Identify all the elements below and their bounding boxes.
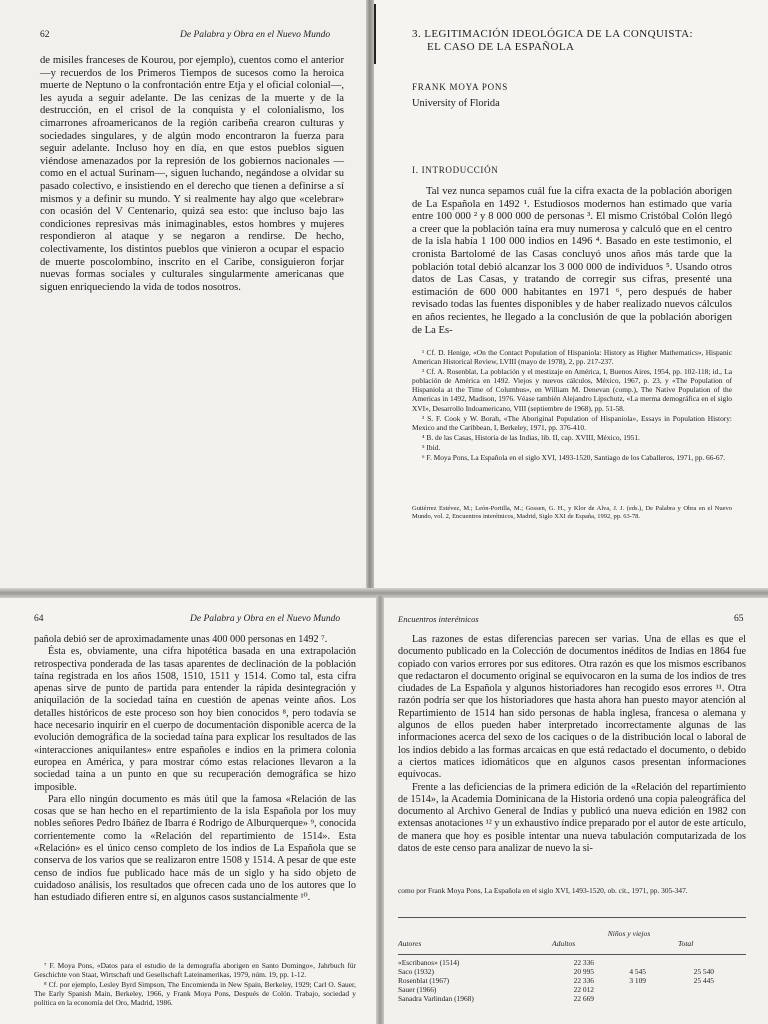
- table-row: [396, 958, 716, 967]
- population-table: [396, 958, 716, 1003]
- paragraph: pañola debió ser de aproximadamente unas 400 000 personas en 1492 ⁷.: [34, 634, 328, 645]
- table-header-total: Total: [678, 939, 694, 948]
- author-affiliation: University of Florida: [412, 98, 500, 109]
- table-cell-children: 4 545: [629, 967, 646, 976]
- table-header-adults: Adultos: [552, 939, 576, 948]
- paragraph: Para ello ningún documento es más útil que la famosa «Relación de las cosas que se han hecho en el repartimiento de la isla Española por los muy nobles señores Pedro Ibáñez de Ibarra é Rodrigo de Alburquerque» ⁹, conocida corrientemente como la «Relación del repartimiento de 1514». Esta «Relación» es el único censo completo de los indios de La Española que se conserva de los varios que se realizaron entre 1508 y 1514. A pesar de que este censo de indios fue publicado hace más de un siglo y ha sido objeto de cuidadoso análisis, los resultados que ofrecen cada uno de los autores que lo han estudiado difieren entre sí, en algunos casos sustancialmente ¹⁰.: [34, 793, 356, 904]
- body-text: [40, 55, 344, 294]
- footnotes: [412, 348, 732, 463]
- table-header-children-elderly: Niños y viejos: [607, 929, 651, 938]
- footnote: ⁵ Ibid.: [422, 442, 441, 452]
- table-cell-adults: 22 336: [573, 976, 594, 985]
- table-cell-adults: 22 336: [573, 958, 594, 967]
- table-cell-author: «Escribanos» (1514): [398, 958, 460, 967]
- table-cell-children: 3 109: [629, 976, 646, 985]
- page-number: 65: [734, 614, 744, 624]
- table-cell-author: Sanadra Varlindan (1968): [398, 994, 474, 1003]
- body-text: [398, 634, 746, 855]
- footnote: ¹ Cf. D. Henige, «On the Contact Population of Hispaniola: History as Higher Mathematics», Hispanic American Historical Review, LVIII (mayo de 1978), 2, pp. 217-237.: [412, 348, 732, 367]
- chapter-title-continued: EL CASO DE LA ESPAÑOLA: [427, 41, 575, 53]
- paragraph: Ésta es, obviamente, una cifra hipotética basada en una extrapolación retrospectiva ponderada de las tasas aparentes de declinación de la población taína registrada en los años 1508, 1510, 1511 y 1514. Como tal, esta cifra apenas sirve de punto de partida para entender la rápida desintegración y aniquilación de la sociedad taína en cuestión de apenas veinte años. Los detalles históricos de este proceso son hoy bien conocidos ⁸, pero todavía se hace necesario inquirir en el cuerpo de documentación disponible acerca de la evolución demográfica de la sociedad taína para explicar los resultados de las «interacciones aniquilantes» entre españoles e indios en la primera colonia europea en América, y para mostrar cómo estas relaciones llevaron a la sociedad taína a un punto en que su recuperación demográfica se hizo imposible.: [34, 646, 356, 793]
- table-cell-total: [648, 985, 716, 994]
- footnote-continuation: como por Frank Moya Pons, La Española en el siglo XVI, 1493-1520, ob. cit., 1971, pp. 305-347.: [398, 886, 688, 895]
- table-cell-children: [596, 985, 648, 994]
- table-cell-adults: 22 669: [573, 994, 594, 1003]
- table-header-rule: [398, 954, 746, 955]
- table-cell-children: [596, 994, 648, 1003]
- page-62: [0, 0, 368, 590]
- table-cell-total: [648, 994, 716, 1003]
- book-gutter-top: [366, 0, 374, 590]
- table-header-authors: Autores: [398, 939, 422, 948]
- table-cell-children: [596, 958, 648, 967]
- table-cell-author: Saco (1932): [398, 967, 434, 976]
- running-head: De Palabra y Obra en el Nuevo Mundo: [180, 30, 331, 40]
- running-head: Encuentros interétnicos: [398, 614, 479, 624]
- body-text: [34, 634, 356, 905]
- page-64: [0, 596, 378, 1024]
- running-head: De Palabra y Obra en el Nuevo Mundo: [190, 614, 341, 624]
- page-63: [372, 0, 768, 590]
- footnotes: [34, 961, 356, 1008]
- table-row: [396, 994, 716, 1003]
- paragraph: Frente a las deficiencias de la primera edición de la «Relación del repartimiento de 1514», la Academia Dominicana de la Historia ordenó una copia paleográfica del documento al Archivo General de Indias y publicó una nueva edición en 1982 con extensas anotaciones ¹² y un exhaustivo índice preparado por el autor de este artículo, de manera que hoy es posible intentar una nueva tabulación computarizada de los datos de este censo para analizar de nuevo la si-: [398, 781, 746, 855]
- paragraph: de misiles franceses de Kourou, por ejemplo), cuentos como el anterior —y recuerdos de los Primeros Tiempos de sucesos como la heroica muerte de Neptuno o la confrontación entre Etja y el oficial colonial—, les ayuda a seguir adelante. De las cenizas de la muerte y de la destrucción, en el crisol de la conquista y el colonialismo, los cimarrones afroamericanos de la región caribeña crearon culturas y sociedades singulares, y de algún modo encontraron la fuerza para seguir adelante. Incluso hoy en día, en que estos pueblos siguen viéndose amenazados por la represión de los gobiernos nacionales —como en el actual Surinam—, siguen luchando, negándose a olvidar su pasado colectivo, e insistiendo en el derecho que tienen a definirse a sí mismos y a definir su mundo. Y si realmente hay algo que «celebrar» con ocasión del V Centenario, quizá sea esto: que incluso bajo las condiciones represivas más inimaginables, estos hombres y mujeres respondieron al ataque y se negaron a rendirse. De hecho, colectivamente, los distintos pueblos que vinieron a ocupar el espacio de muerte poscolombino, inscrito en el Caribe, consiguieron forjar nuevas formas sociales y culturales singularmente americanas que siguen enriqueciendo la vida de todos nosotros.: [40, 55, 344, 293]
- table-cell-adults: 20 995: [573, 967, 594, 976]
- footnote: ⁴ B. de las Casas, Historia de las Indias, lib. II, cap. XVIII, México, 1951.: [422, 432, 640, 442]
- footnote: ⁷ F. Moya Pons, «Datos para el estudio de la demografía aborigen en Santo Domingo», Jahrbuch für Geschichte von Staat, Wirtschaft und Gesellschaft Lateinamerikas, 1979, núm. 19, pp. 1-12.: [34, 961, 356, 980]
- table-cell-total: 25 540: [693, 967, 714, 976]
- table-cell-total: 25 445: [693, 976, 714, 985]
- footnote: ⁸ Cf. por ejemplo, Lesley Byrd Simpson, The Encomienda in New Spain, Berkeley, 1929; Carl O. Sauer, The Early Spanish Main, Berkeley, 1966, y Frank Moya Pons, Después de Colón. Trabajo, sociedad y política en la economía del Oro, Madrid, 1986.: [34, 980, 356, 1008]
- table-top-rule: [398, 917, 746, 918]
- body-text: [412, 186, 732, 337]
- footnote: ⁶ F. Moya Pons, La Española en el siglo XVI, 1493-1520, Santiago de los Caballeros, 1971, pp. 66-67.: [422, 453, 726, 463]
- table-row: [396, 985, 716, 994]
- table-row: [396, 976, 716, 985]
- table-cell-author: Sauer (1966): [398, 985, 437, 994]
- footnote: ³ S. F. Cook y W. Borah, «The Aboriginal Population of Hispaniola», Essays in Population History: Mexico and the Caribbean, I, Berkeley, 1971, pp. 376-410.: [412, 413, 732, 432]
- table-cell-adults: 22 012: [573, 985, 594, 994]
- footnote: ² Cf. A. Rosenblat, La población y el mestizaje en América, I, Buenos Aires, 1954, pp. 102-118; id., La población de América en 1492. Viejos y nuevos cálculos, México, 1967, p. 23, y «The Population of Hispaniola at the Time of Columbus», en William M. Denevan (comp.), The Native Population of the Americas in 1492, Madison, 1976. Véase también Alejandro Lipschutz, «La merma demográfica en el siglo XVI», Desarrollo Indoamericano, VIII (septiembre de 1968), pp. 51-58.: [412, 367, 732, 413]
- section-heading: I. INTRODUCCIÓN: [412, 165, 499, 175]
- paragraph: Las razones de estas diferencias parecen ser varias. Una de ellas es que el documento publicado en la Colección de documentos inéditos de Indias en 1864 fue copiado con varios errores por sus editores. Otra razón es que los mismos escribanos que redactaron el documento original se equivocaron en la suma de los indios de tres ciudades de La Española y algunos historiadores han recogido esos errores ¹¹. Otra razón podría ser que los historiadores que hasta ahora han puesto mayor atención al Repartimiento de 1514 han sido personas de habla inglesa, francesa o alemana y algunos de ellos pueden haber interpretado incorrectamente algunas de las informaciones acerca del sexo de los caciques o de la distribución local o laboral de los indios debido a las formas arcaicas en que está redactado el documento, o debido a ciertos matices idiomáticos que en algunos casos presentan informaciones equívocas.: [398, 634, 746, 781]
- table-cell-total: [648, 958, 716, 967]
- scan-seam: [0, 588, 768, 598]
- source-citation: Gutiérrez Estévez, M.; León-Portilla, M.; Gossen, G. H., y Klor de Alva, J. J. (eds.), De Palabra y Obra en el Nuevo Mundo, vol. 2, Encuentros interétnicos, Madrid, Siglo XXI de España, 1992, pp. 63-78.: [412, 505, 732, 521]
- table-cell-author: Rosenblat (1967): [398, 976, 450, 985]
- book-gutter-bottom: [376, 596, 384, 1024]
- paragraph: Tal vez nunca sepamos cuál fue la cifra exacta de la población aborigen de La Española en 1492 ¹. Estudiosos modernos han estimado que varía entre 100 000 ² y 8 000 000 de personas ³. El mismo Cristóbal Colón llegó a creer que la población taína era muy numerosa y calculó que en el centro de la isla había 1 100 000 indios en 1496 ⁴. Basado en este testimonio, el cronista Bartolomé de las Casas concluyó unos años más tarde que la población total debió alcanzar los 3 000 000 de individuos ⁵. Usando otros datos de Las Casas, y tratando de corregir sus cifras, presenté una estimación de 600 000 habitantes en 1971 ⁶, pero después de haber revisado todas las fuentes disponibles y de haber realizado nuevos cálculos en años recientes, he llegado a la conclusión de que la población aborigen de La Es-: [412, 186, 732, 336]
- page-number: 62: [40, 30, 50, 40]
- page-65: [382, 596, 768, 1024]
- author-name: FRANK MOYA PONS: [412, 82, 509, 92]
- page-number: 64: [34, 614, 44, 624]
- binding-mark: [374, 4, 376, 64]
- table-row: [396, 967, 716, 976]
- chapter-title: 3. LEGITIMACIÓN IDEOLÓGICA DE LA CONQUISTA:: [412, 28, 693, 40]
